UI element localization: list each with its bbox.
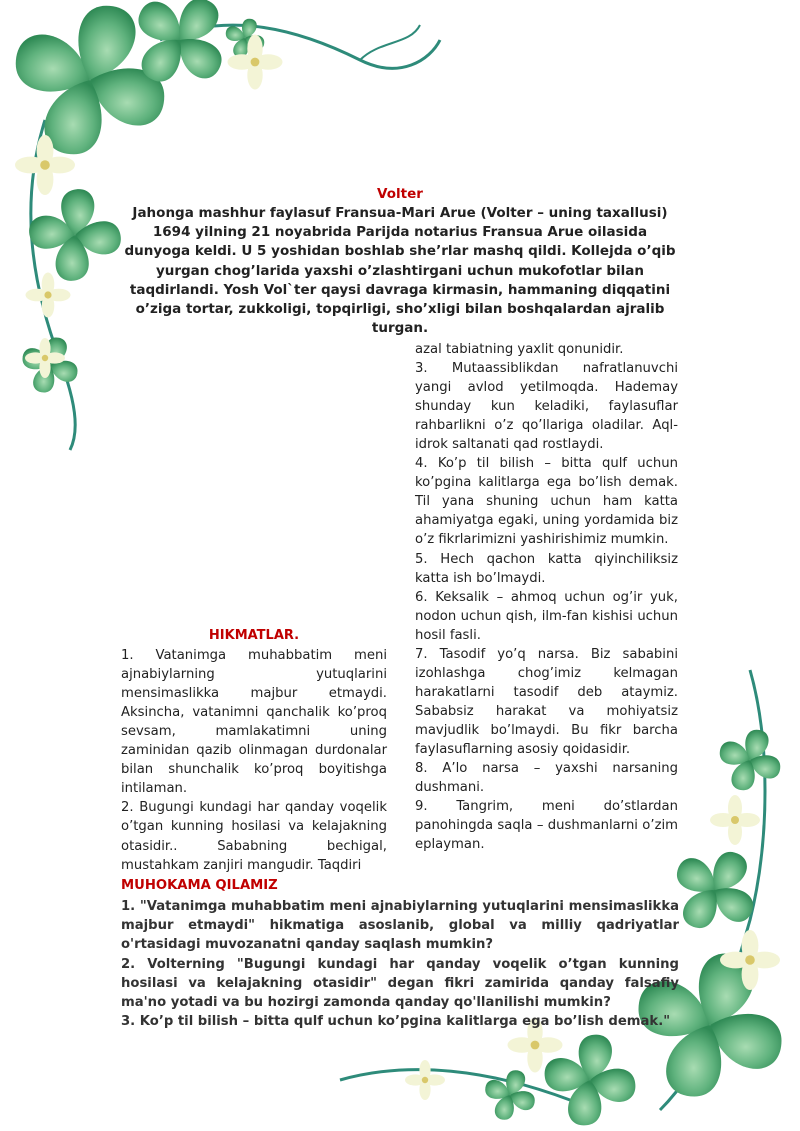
hikmat-item: 3. Mutaassiblikdan nafratlanuvchi yangi avlod yetilmoqda. Hademay shunday kun keladiki, faylasuflar rahbarlikni o’z qo’llariga oladilar. Aql-idrok saltanati qad rostlaydi. — [415, 361, 678, 453]
question-item: 1. "Vatanimga muhabbatim meni ajnabiylarning yutuqlarini mensimaslikka majbur etmaydi" hikmatiga asoslanib, global va milliy qadriyatlar o'rtasidagi muvozanatni qanday saqlash mumkin? — [121, 899, 679, 953]
discussion-questions — [121, 897, 679, 1031]
hikmat-item: 8. A’lo narsa – yaxshi narsaning dushmani. — [415, 761, 678, 796]
hikmat-item: 7. Tasodif yo’q narsa. Biz sababini izohlashga chog’imiz kelmagan harakatlarni tasodif deb ataymiz. Sababsiz harakat va mohiyatsiz mavjudlik bo’lmaydi. Bu fikr barcha faylasuflarning asosiy qoidasidir. — [415, 646, 678, 757]
page-title: Volter — [377, 186, 423, 202]
hikmat-item: 2. Bugungi kundagi har qanday voqelik o’tgan kunning hosilasi va kelajakning otasidir.. Sababning bechigal, mustahkam zanjiri mangudir. Taqdiri — [121, 800, 387, 873]
intro-paragraph — [120, 204, 680, 338]
hikmat-item: azal tabiatning yaxlit qonunidir. — [415, 342, 624, 357]
hikmat-item: 4. Ko’p til bilish – bitta qulf uchun ko’pgina kalitlarga ega bo’lish demak. Til yana shuning uchun ham katta ahamiyatga egaki, uning yordamida biz o’z fikrlarimizni yashirishimiz mumkin. — [415, 456, 678, 548]
question-item: 2. Volterning "Bugungi kundagi har qanday voqelik o’tgan kunning hosilasi va kelajakning otasidir" degan fikri zamirida qanday falsafiy ma'no yotadi va bu hozirgi zamonda qanday qo'llanilishi mumkin? — [121, 956, 679, 1011]
hikmat-item: 1. Vatanimga muhabbatim meni ajnabiylarning yutuqlarini mensimaslikka majbur etmaydi. Aksincha, vatanimni qanchalik ko’proq sevsam, mamlakatimni uning zaminidan qazib olinmagan durdonalar bilan shunchalik ko’proq boyitishga intilaman. — [121, 648, 387, 797]
hikmat-item: 5. Hech qachon katta qiyinchiliksiz katta ish bo’lmaydi. — [415, 551, 678, 586]
hikmatlar-heading: HIKMATLAR. — [208, 628, 300, 643]
hikmatlar-right-column — [415, 340, 678, 854]
hikmat-item: 9. Tangrim, meni do’stlardan panohingda saqla – dushmanlarni o’zim eplayman. — [415, 799, 678, 853]
intro-text: Jahonga mashhur faylasuf Fransua-Mari Arue (Volter – uning taxallusi) 1694 yilning 21 noyabrida Parijda notarius Fransua Arue oilasida dunyoga keldi. U 5 yoshidan boshlab she’rlar mashq qildi. Kollejda o’qib yurgan chog’larida yaxshi o’zlashtirgani uchun mukofotlar bilan taqdirlandi. Yosh Vol`ter qaysi davraga kirmasin, hammaning diqqatini o’ziga tortar, zukkoligi, topqirligi, sho’xligi bilan boshqalardan ajralib turgan. — [124, 205, 676, 337]
question-item: 3. Ko’p til bilish – bitta qulf uchun ko’pgina kalitlarga ega bo’lish demak." — [121, 1014, 671, 1030]
hikmat-item: 6. Keksalik – ahmoq uchun og’ir yuk, nodon uchun qish, ilm-fan kishisi uchun hosil fasli. — [415, 589, 678, 643]
hikmatlar-left-column — [121, 626, 387, 875]
muhokama-heading: MUHOKAMA QILAMIZ — [121, 878, 278, 893]
